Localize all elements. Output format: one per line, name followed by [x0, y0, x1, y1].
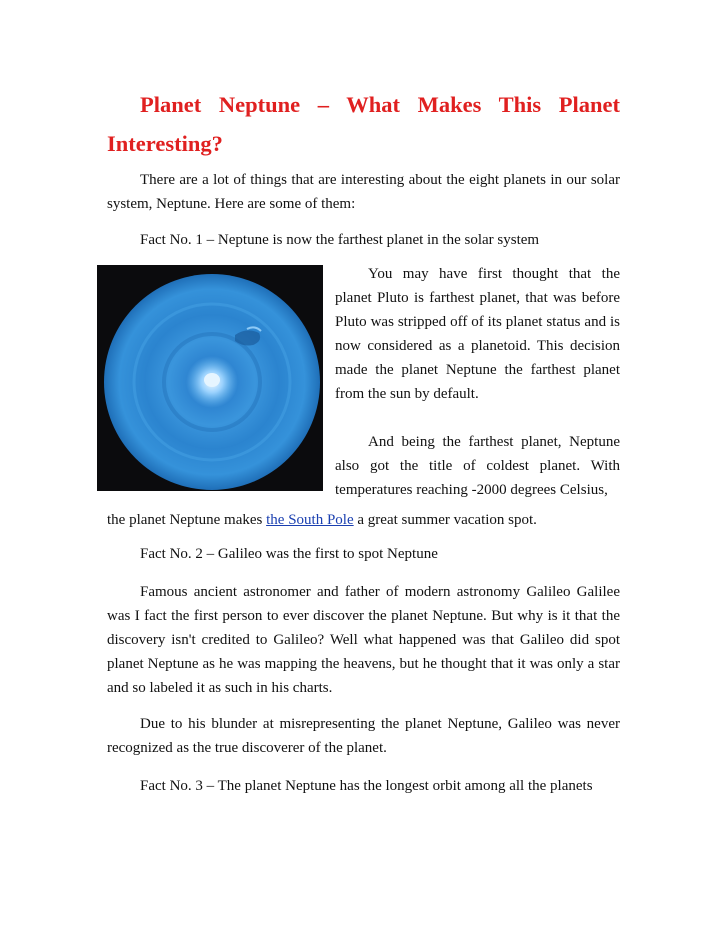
- fact1-paragraph-2-side: And being the farthest planet, Neptune also got the title of coldest planet. With temperatures reaching -2000 degrees Celsius,: [335, 434, 620, 498]
- fact1-paragraph-2-continuation: [107, 508, 620, 532]
- fact1-heading: Fact No. 1 – Neptune is now the farthest planet in the solar system: [140, 232, 540, 248]
- fact1-paragraph-2-text: the planet Neptune makes: [107, 512, 267, 528]
- fact2-paragraph-2: Due to his blunder at misrepresenting the planet Neptune, Galileo was never recognized as the true discoverer of the planet.: [107, 716, 620, 756]
- fact3-heading: Fact No. 3 – The planet Neptune has the longest orbit among all the planets: [140, 778, 593, 794]
- document-title: Planet Neptune – What Makes This Planet Interesting?: [107, 92, 620, 156]
- fact2-heading: Fact No. 2 – Galileo was the first to spot Neptune: [140, 546, 438, 562]
- intro-paragraph: There are a lot of things that are interesting about the eight planets in our solar system, Neptune. Here are some of them:: [107, 172, 620, 212]
- south-pole-link[interactable]: the South Pole: [266, 512, 354, 528]
- fact2-paragraph-1: Famous ancient astronomer and father of modern astronomy Galileo Galilee was I fact the first person to ever discover the planet Neptune. But why is it that the discovery isn't credited to Galileo? Well what happened was that Galileo did spot planet Neptune as he was mapping the heavens, but he thought that it was only a star and so labeled it as such in his charts.: [107, 584, 620, 696]
- neptune-image: [97, 265, 323, 491]
- fact1-paragraph-1: You may have first thought that the planet Pluto is farthest planet, that was before Pluto was stripped off of its planet status and is now considered as a planetoid. This decision made the planet Neptune the farthest planet from the sun by default.: [335, 266, 620, 402]
- fact1-paragraph-2-end: a great summer vacation spot.: [353, 512, 537, 528]
